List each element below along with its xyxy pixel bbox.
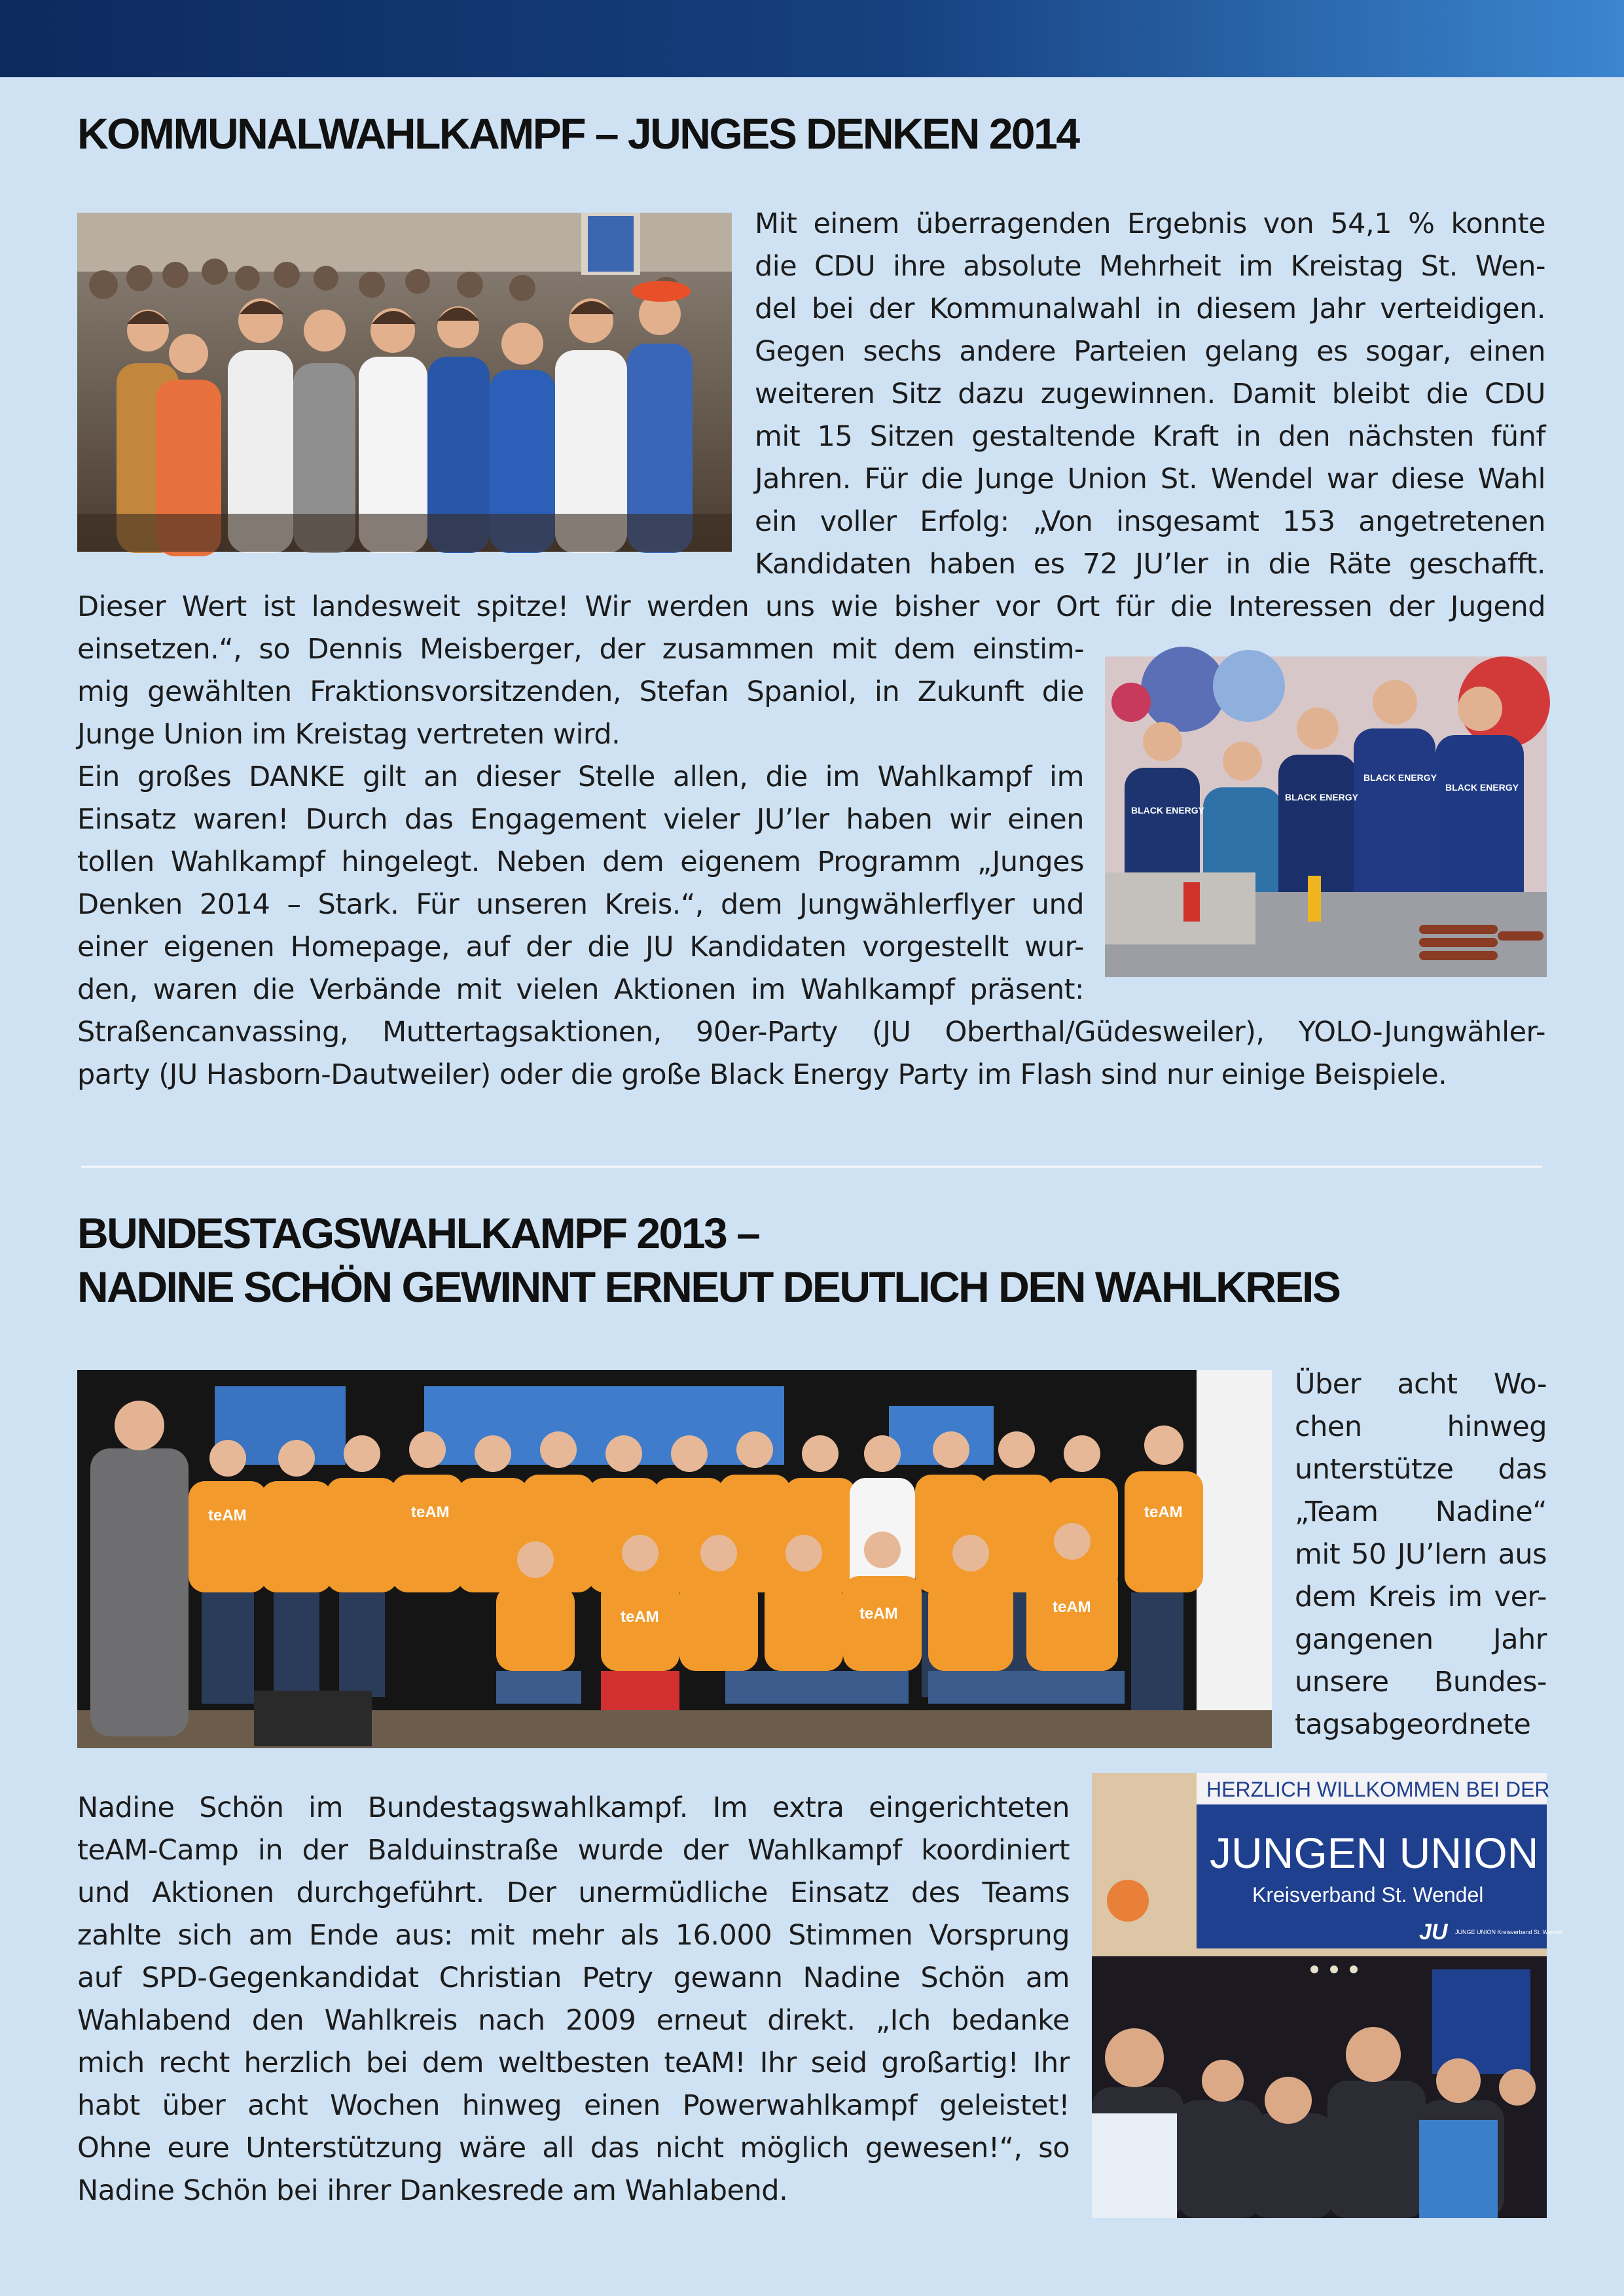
section2-text-line: teAM-Camp in der Balduinstraße wurde der Wahlkampf koordiniert (77, 1834, 1070, 1867)
section2-text-line: unterstütze das (1295, 1453, 1547, 1486)
section2-text-line: dem Kreis im ver- (1295, 1581, 1547, 1613)
section2-text-line: Über acht Wo- (1295, 1368, 1547, 1401)
section1-text-line: weiteren Sitz dazu zugewinnen. Damit bleibt die CDU (755, 378, 1545, 410)
shirt-logo-text: teAM (208, 1507, 247, 1524)
section1-text-line: mig gewählten Fraktionsvorsitzenden, Stefan Spaniol, in Zukunft die (77, 675, 1084, 708)
section1-text-line: tollen Wahlkampf hingelegt. Neben dem eigenem Programm „Junges (77, 846, 1084, 878)
banner-title-text: JUNGEN UNION (1210, 1829, 1539, 1877)
team-nadine-group-photo (77, 1370, 1272, 1748)
section1-text-line: den, waren die Verbände mit vielen Aktionen im Wahlkampf präsent: (77, 973, 1084, 1006)
apron-label-text: BLACK ENERGY (1363, 772, 1437, 783)
section2-text-line: Ohne eure Unterstützung wäre all das nicht möglich gewesen!“, so (77, 2132, 1070, 2164)
section2-heading-line2: NADINE SCHÖN GEWINNT ERNEUT DEUTLICH DEN WAHLKREIS (77, 1263, 1340, 1311)
section2-text-line: Wahlabend den Wahlkreis nach 2009 erneut direkt. „Ich bedanke (77, 2004, 1070, 2037)
section1-text-line: einer eigenen Homepage, auf der die JU Kandidaten vorgestellt wur- (77, 931, 1084, 963)
shirt-logo-text: teAM (411, 1503, 450, 1521)
section2-text-line: mit 50 JU’lern aus (1295, 1538, 1547, 1571)
section2-text-line: „Team Nadine“ (1295, 1496, 1547, 1528)
section1-text-line: party (JU Hasborn-Dautweiler) oder die große Black Energy Party im Flash sind nur einige Beispiele. (77, 1058, 1447, 1091)
section1-text-line: Dieser Wert ist landesweit spitze! Wir werden uns wie bisher vor Ort für die Interessen der Jugend (77, 590, 1545, 623)
shirt-logo-text: teAM (1144, 1503, 1183, 1521)
section1-text-line: Einsatz waren! Durch das Engagement vieler JU’ler haben wir einen (77, 803, 1084, 836)
section2-text-line: unsere Bundes- (1295, 1666, 1547, 1698)
apron-label-text: BLACK ENERGY (1445, 782, 1519, 793)
section1-text-line: die CDU ihre absolute Mehrheit im Kreistag St. Wen- (755, 250, 1545, 283)
banner-welcome-text: HERZLICH WILLKOMMEN BEI DER (1206, 1778, 1550, 1801)
election-night-crowd-photo (77, 213, 732, 552)
section2-text-line: und Aktionen durchgeführt. Der unermüdliche Einsatz des Teams (77, 1876, 1070, 1909)
section2-text-line: mich recht herzlich bei dem weltbesten teAM! Ihr seid großartig! Ihr (77, 2047, 1070, 2079)
section1-text-line: Ein großes DANKE gilt an dieser Stelle allen, die im Wahlkampf im (77, 761, 1084, 793)
section-divider (81, 1166, 1542, 1168)
shirt-logo-text: teAM (859, 1605, 898, 1623)
apron-label-text: BLACK ENERGY (1285, 792, 1359, 802)
section1-text-line: mit 15 Sitzen gestaltende Kraft in den nächsten fünf (755, 420, 1545, 453)
section2-text-line: habt über acht Wochen hinweg einen Powerwahlkampf geleistet! (77, 2089, 1070, 2122)
ju-logo-subtext: JUNGE UNION Kreisverband St. Wendel (1455, 1929, 1562, 1935)
section1-text-line: Straßencanvassing, Muttertagsaktionen, 90er-Party (JU Oberthal/Güdesweiler), YOLO-Jungwähler- (77, 1016, 1545, 1049)
section2-text-line: auf SPD-Gegenkandidat Christian Petry gewann Nadine Schön am (77, 1962, 1070, 1994)
section1-text-line: Denken 2014 – Stark. Für unseren Kreis.“, dem Jungwählerflyer und (77, 888, 1084, 921)
section2-text-line: Nadine Schön im Bundestagswahlkampf. Im extra eingerichteten (77, 1791, 1070, 1824)
barbecue-team-photo (1105, 656, 1547, 977)
top-banner-bar (0, 0, 1624, 77)
shirt-logo-text: teAM (621, 1608, 659, 1626)
shirt-logo-text: teAM (1053, 1598, 1091, 1616)
ju-logo-text: JU (1419, 1920, 1448, 1945)
section1-text-line: del bei der Kommunalwahl in diesem Jahr verteidigen. (755, 293, 1545, 325)
banner-subtitle-text: Kreisverband St. Wendel (1252, 1883, 1484, 1907)
section1-text-line: ein voller Erfolg: „Von insgesamt 153 angetretenen (755, 505, 1545, 538)
section1-text-line: einsetzen.“, so Dennis Meisberger, der zusammen mit dem einstim- (77, 633, 1084, 666)
section2-text-line: Nadine Schön bei ihrer Dankesrede am Wahlabend. (77, 2174, 788, 2207)
section2-text-line: tagsabgeordnete (1295, 1708, 1531, 1741)
section2-heading-line1: BUNDESTAGSWAHLKAMPF 2013 – (77, 1209, 759, 1257)
junge-union-welcome-photo (1092, 1773, 1562, 2218)
section1-text-line: Gegen sechs andere Parteien gelang es sogar, einen (755, 335, 1545, 368)
section2-text-line: chen hinweg (1295, 1410, 1547, 1443)
apron-label-text: BLACK ENERGY (1131, 805, 1205, 816)
section1-text-line: Mit einem überragenden Ergebnis von 54,1 % konnte (755, 207, 1545, 240)
section1-text-line: Junge Union im Kreistag vertreten wird. (77, 718, 621, 751)
section1-heading: KOMMUNALWAHLKAMPF – JUNGES DENKEN 2014 (77, 109, 1079, 158)
section2-text-line: zahlte sich am Ende aus: mit mehr als 16.000 Stimmen Vorsprung (77, 1919, 1070, 1952)
section1-text-line: Jahren. Für die Junge Union St. Wendel war diese Wahl (755, 463, 1545, 495)
section2-text-line: gangenen Jahr (1295, 1623, 1547, 1656)
section1-text-line: Kandidaten haben es 72 JU’ler in die Räte geschafft. (755, 548, 1545, 581)
